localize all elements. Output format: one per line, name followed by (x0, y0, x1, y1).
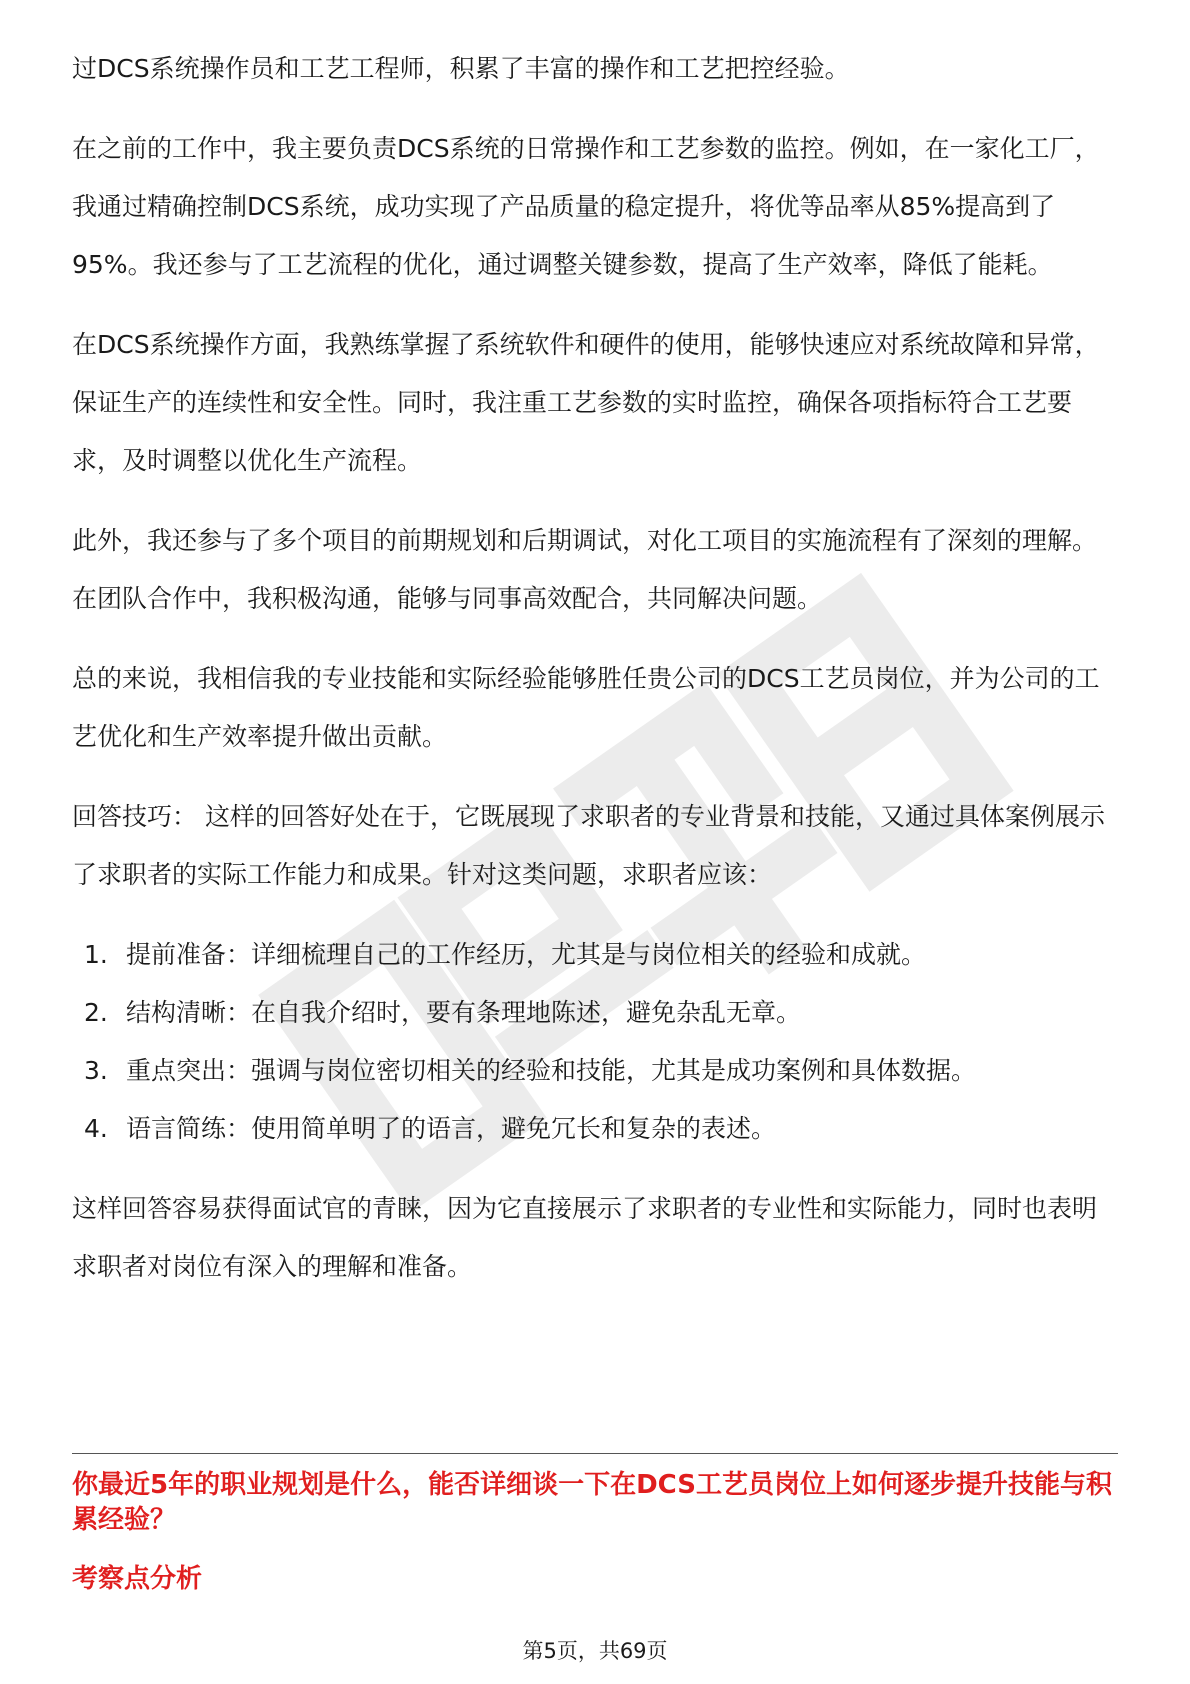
paragraph-intro-continuation: 过DCS系统操作员和工艺工程师，积累了丰富的操作和工艺把控经验。 (72, 54, 850, 83)
page-number-footer: 第5页，共69页 (522, 1639, 668, 1663)
list-item-number: 3. (84, 1056, 108, 1085)
list-item (84, 984, 1118, 1042)
list-item (84, 1100, 1118, 1158)
paragraph-project-experience: 此外，我还参与了多个项目的前期规划和后期调试，对化工项目的实施流程有了深刻的理解。在团队合作中，我积极沟通，能够与同事高效配合，共同解决问题。 (72, 526, 1098, 613)
next-question-heading: 你最近5年的职业规划是什么，能否详细谈一下在DCS工艺员岗位上如何逐步提升技能与积累经验？ (72, 1470, 1112, 1535)
list-item-number: 1. (84, 940, 108, 969)
list-item-text: 提前准备：详细梳理自己的工作经历，尤其是与岗位相关的经验和成就。 (126, 940, 927, 969)
analysis-section-heading: 考察点分析 (72, 1564, 203, 1594)
list-item-text: 结构清晰：在自我介绍时，要有条理地陈述，避免杂乱无章。 (126, 998, 802, 1027)
list-item-number: 2. (84, 998, 108, 1027)
paragraph-answer-tips: 回答技巧： 这样的回答好处在于，它既展现了求职者的专业背景和技能，又通过具体案例展示了求职者的实际工作能力和成果。针对这类问题，求职者应该： (72, 802, 1105, 889)
list-item (84, 926, 1118, 984)
tips-list (72, 926, 1118, 1158)
paragraph-work-example: 在之前的工作中，我主要负责DCS系统的日常操作和工艺参数的监控。例如，在一家化工厂，我通过精确控制DCS系统，成功实现了产品质量的稳定提升，将优等品率从85%提高到了95%。我还参与了工艺流程的优化，通过调整关键参数，提高了生产效率，降低了能耗。 (72, 134, 1100, 279)
list-item (84, 1042, 1118, 1100)
paragraph-dcs-operation: 在DCS系统操作方面，我熟练掌握了系统软件和硬件的使用，能够快速应对系统故障和异常，保证生产的连续性和安全性。同时，我注重工艺参数的实时监控，确保各项指标符合工艺要求，及时调整以优化生产流程。 (72, 330, 1100, 475)
section-divider (72, 1453, 1118, 1454)
paragraph-summary: 总的来说，我相信我的专业技能和实际经验能够胜任贵公司的DCS工艺员岗位，并为公司的工艺优化和生产效率提升做出贡献。 (72, 664, 1100, 751)
list-item-number: 4. (84, 1114, 108, 1143)
list-item-text: 语言简练：使用简单明了的语言，避免冗长和复杂的表述。 (126, 1114, 777, 1143)
paragraph-closing: 这样回答容易获得面试官的青睐，因为它直接展示了求职者的专业性和实际能力，同时也表明求职者对岗位有深入的理解和准备。 (72, 1194, 1098, 1281)
document-body (72, 40, 1118, 1318)
list-item-text: 重点突出：强调与岗位密切相关的经验和技能，尤其是成功案例和具体数据。 (126, 1056, 977, 1085)
